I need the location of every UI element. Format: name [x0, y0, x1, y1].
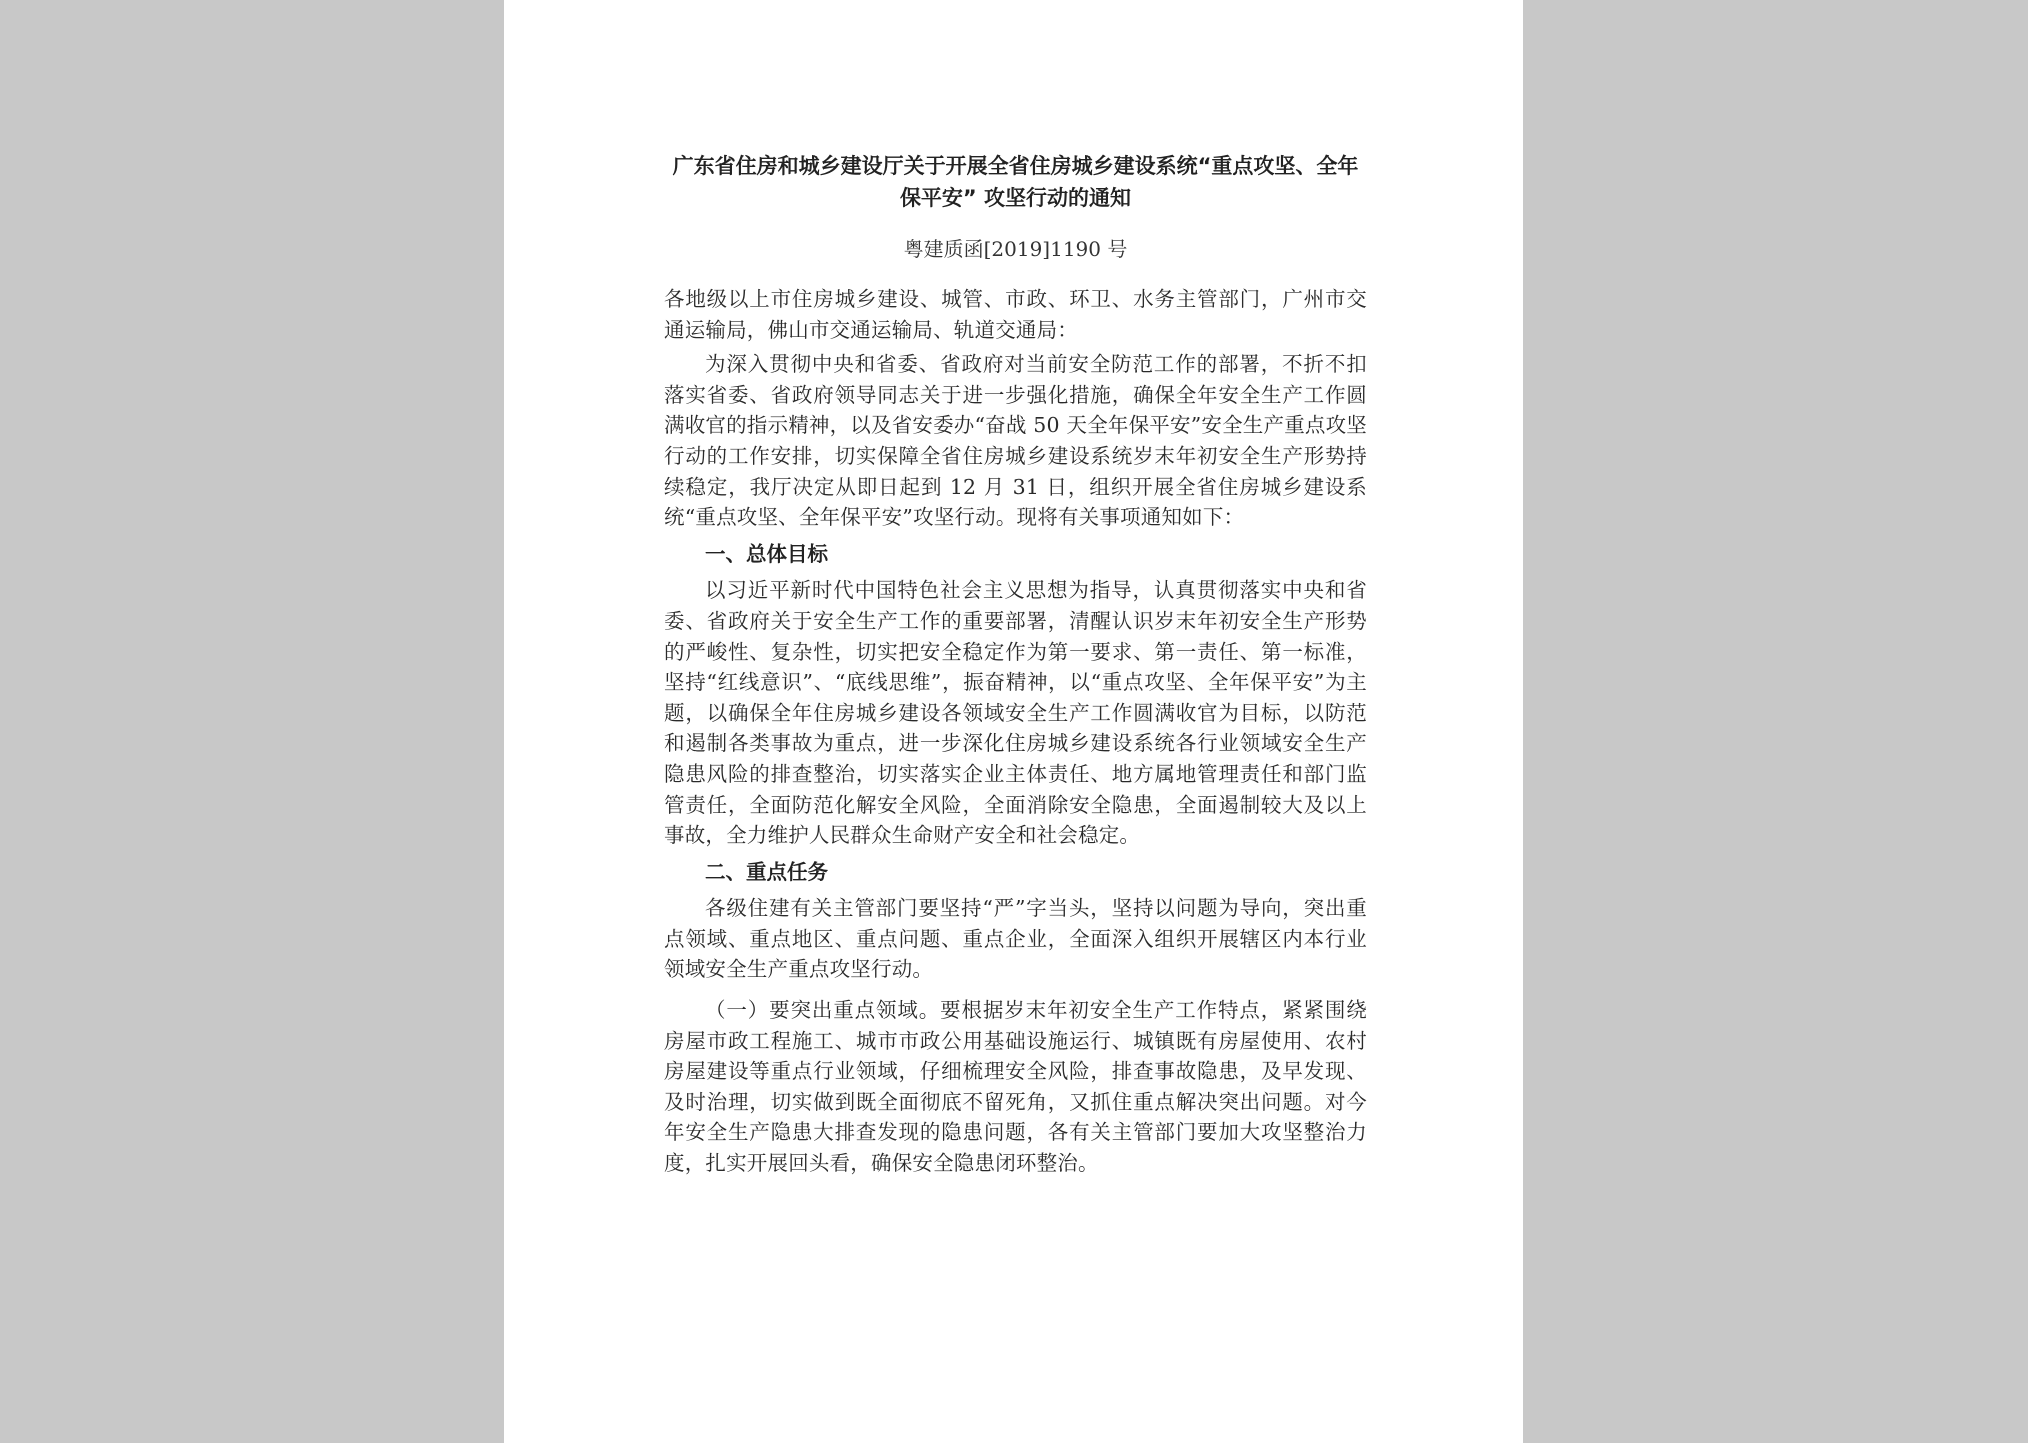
- section-body-tasks: 各级住建有关主管部门要坚持“严”字当头，坚持以问题为导向，突出重点领域、重点地区、重点问题、重点企业，全面深入组织开展辖区内本行业领域安全生产重点攻坚行动。: [664, 896, 1367, 982]
- intro-paragraph: 为深入贯彻中央和省委、省政府对当前安全防范工作的部署，不折不扣落实省委、省政府领导同志关于进一步强化措施，确保全年安全生产工作圆满收官的指示精神，以及省安委办“奋战 50 天全年保平安”安全生产重点攻坚行动的工作安排，切实保障全省住房城乡建设系统岁末年初安全生产形势持续稳定，我厅决定从即日起到 12 月 31 日，组织开展全省住房城乡建设系统“重点攻坚、全年保平安”攻坚行动。现将有关事项通知如下：: [664, 352, 1367, 530]
- document-number: 粤建质函[2019]1190 号: [903, 237, 1128, 261]
- task-item-key-areas: （一）要突出重点领域。要根据岁末年初安全生产工作特点，紧紧围绕房屋市政工程施工、城市市政公用基础设施运行、城镇既有房屋使用、农村房屋建设等重点行业领域，仔细梳理安全风险，排查事故隐患，及早发现、及时治理，切实做到既全面彻底不留死角，又抓住重点解决突出问题。对今年安全生产隐患大排查发现的隐患问题，各有关主管部门要加大攻坚整治力度，扎实开展回头看，确保安全隐患闭环整治。: [664, 998, 1367, 1176]
- document-page: [504, 0, 1523, 1443]
- section-heading-goals: 一、总体目标: [705, 541, 828, 566]
- section-heading-tasks: 二、重点任务: [705, 859, 828, 884]
- addressee-paragraph: 各地级以上市住房城乡建设、城管、市政、环卫、水务主管部门，广州市交通运输局，佛山市交通运输局、轨道交通局：: [664, 287, 1367, 342]
- document-title: 广东省住房和城乡建设厅关于开展全省住房城乡建设系统“重点攻坚、全年保平安” 攻坚行动的通知: [672, 154, 1359, 210]
- page-content: [664, 138, 1367, 1179]
- section-body-goals: 以习近平新时代中国特色社会主义思想为指导，认真贯彻落实中央和省委、省政府关于安全生产工作的重要部署，清醒认识岁末年初安全生产形势的严峻性、复杂性，切实把安全稳定作为第一要求、第一责任、第一标准，坚持“红线意识”、“底线思维”，振奋精神，以“重点攻坚、全年保平安”为主题，以确保全年住房城乡建设各领域安全生产工作圆满收官为目标，以防范和遏制各类事故为重点，进一步深化住房城乡建设系统各行业领域安全生产隐患风险的排查整治，切实落实企业主体责任、地方属地管理责任和部门监管责任，全面防范化解安全风险，全面消除安全隐患，全面遏制较大及以上事故，全力维护人民群众生命财产安全和社会稳定。: [664, 578, 1367, 848]
